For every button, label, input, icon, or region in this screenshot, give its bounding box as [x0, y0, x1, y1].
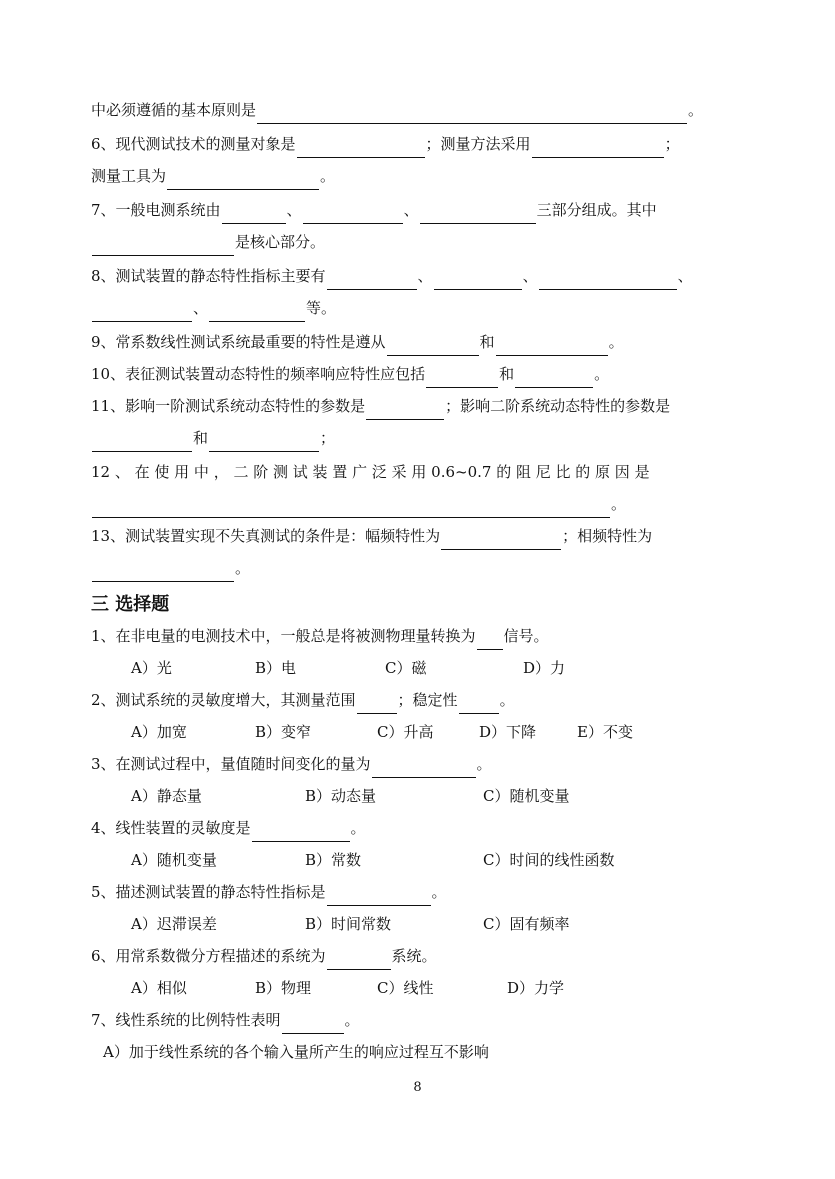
blank: [539, 269, 677, 290]
choice-q4: 4、线性装置的灵敏度是 。: [91, 814, 366, 842]
option: A）相似: [131, 979, 187, 997]
blank: [459, 693, 499, 714]
option: D）力: [523, 659, 566, 677]
option: A）迟滞误差: [131, 915, 217, 933]
option: C）线性: [377, 979, 434, 997]
blank: [209, 431, 319, 452]
option: A）加宽: [131, 723, 187, 741]
line-q9: 9、常系数线性测试系统最重要的特性是遵从 和 。: [91, 328, 624, 356]
option: B）物理: [255, 979, 312, 997]
blank: [303, 203, 403, 224]
line-q10: 10、表征测试装置动态特性的频率响应特性应包括 和 。: [91, 360, 609, 388]
option: D）力学: [507, 979, 565, 997]
blank: [372, 757, 476, 778]
blank: [387, 335, 479, 356]
blank: [92, 301, 192, 322]
option: B）动态量: [305, 787, 377, 805]
line-q7: 7、一般电测系统由 、 、 三部分组成。其中: [91, 196, 657, 224]
blank: [252, 821, 350, 842]
blank: [357, 693, 397, 714]
line-q8: 8、测试装置的静态特性指标主要有 、 、 、: [91, 262, 693, 290]
option: E）不变: [577, 723, 633, 741]
choice-q6: 6、用常系数微分方程描述的系统为 系统。: [91, 942, 437, 970]
option: B）电: [255, 659, 297, 677]
blank: [327, 949, 391, 970]
line-q11-cont: 和 ；: [91, 424, 335, 452]
blank: [426, 367, 498, 388]
blank: [441, 529, 561, 550]
blank: [477, 629, 503, 650]
option: A）光: [131, 659, 172, 677]
line-q13-cont: 。: [91, 554, 250, 582]
option: C）固有频率: [483, 915, 570, 933]
line-q12-cont: 。: [91, 490, 626, 518]
line-q7-cont: 是核心部分。: [91, 228, 325, 256]
option: C）升高: [377, 723, 434, 741]
option: B）常数: [305, 851, 362, 869]
choice-q6-options: [91, 974, 691, 1002]
blank: [496, 335, 608, 356]
blank: [92, 497, 610, 518]
choice-q3: 3、在测试过程中，量值随时间变化的量为 。: [91, 750, 492, 778]
choice-q4-options: [91, 846, 691, 874]
line-q6: 6、现代测试技术的测量对象是 ；测量方法采用 ；: [91, 130, 680, 158]
blank: [92, 235, 234, 256]
blank: [532, 137, 664, 158]
choice-q3-options: [91, 782, 691, 810]
blank: [92, 561, 234, 582]
line-q13: 13、测试装置实现不失真测试的条件是：幅频特性为 ；相频特性为: [91, 522, 652, 550]
blank: [420, 203, 536, 224]
blank: [257, 103, 687, 124]
blank: [327, 269, 417, 290]
page-number: 8: [413, 1080, 422, 1095]
blank: [167, 169, 319, 190]
choice-q1-options: [91, 654, 591, 682]
blank: [282, 1013, 344, 1034]
option: A）随机变量: [131, 851, 217, 869]
line-q6-cont: 测量工具为 。: [91, 162, 335, 190]
choice-q1: 1、在非电量的电测技术中，一般总是将被测物理量转换为 信号。: [91, 622, 549, 650]
choice-q7-option-a: A）加于线性系统的各个输入量所产生的响应过程互不影响: [103, 1043, 489, 1061]
option: A）静态量: [131, 787, 202, 805]
blank: [434, 269, 522, 290]
blank: [92, 431, 192, 452]
line-q8-cont: 、 等。: [91, 294, 336, 322]
choice-q5-options: [91, 910, 691, 938]
blank: [366, 399, 444, 420]
option: C）磁: [385, 659, 427, 677]
option: B）变窄: [255, 723, 312, 741]
line-q12: 12 、 在 使 用 中 ， 二 阶 测 试 装 置 广 泛 采 用 0.6~0.7 的 阻 尼 比 的 原 因 是: [91, 463, 650, 481]
option: D）下降: [479, 723, 537, 741]
blank: [209, 301, 305, 322]
option: C）时间的线性函数: [483, 851, 615, 869]
line-q5-end: 中必须遵循的基本原则是 。: [91, 96, 703, 124]
blank: [297, 137, 425, 158]
choice-q7: 7、线性系统的比例特性表明 。: [91, 1006, 360, 1034]
blank: [515, 367, 593, 388]
option: B）时间常数: [305, 915, 392, 933]
line-q11: 11、影响一阶测试系统动态特性的参数是 ；影响二阶系统动态特性的参数是: [91, 392, 670, 420]
section-heading: 三 选择题: [91, 594, 170, 615]
option: C）随机变量: [483, 787, 570, 805]
choice-q2-options: [91, 718, 691, 746]
blank: [222, 203, 286, 224]
choice-q5: 5、描述测试装置的静态特性指标是 。: [91, 878, 447, 906]
blank: [327, 885, 431, 906]
choice-q2: 2、测试系统的灵敏度增大，其测量范围 ；稳定性 。: [91, 686, 515, 714]
